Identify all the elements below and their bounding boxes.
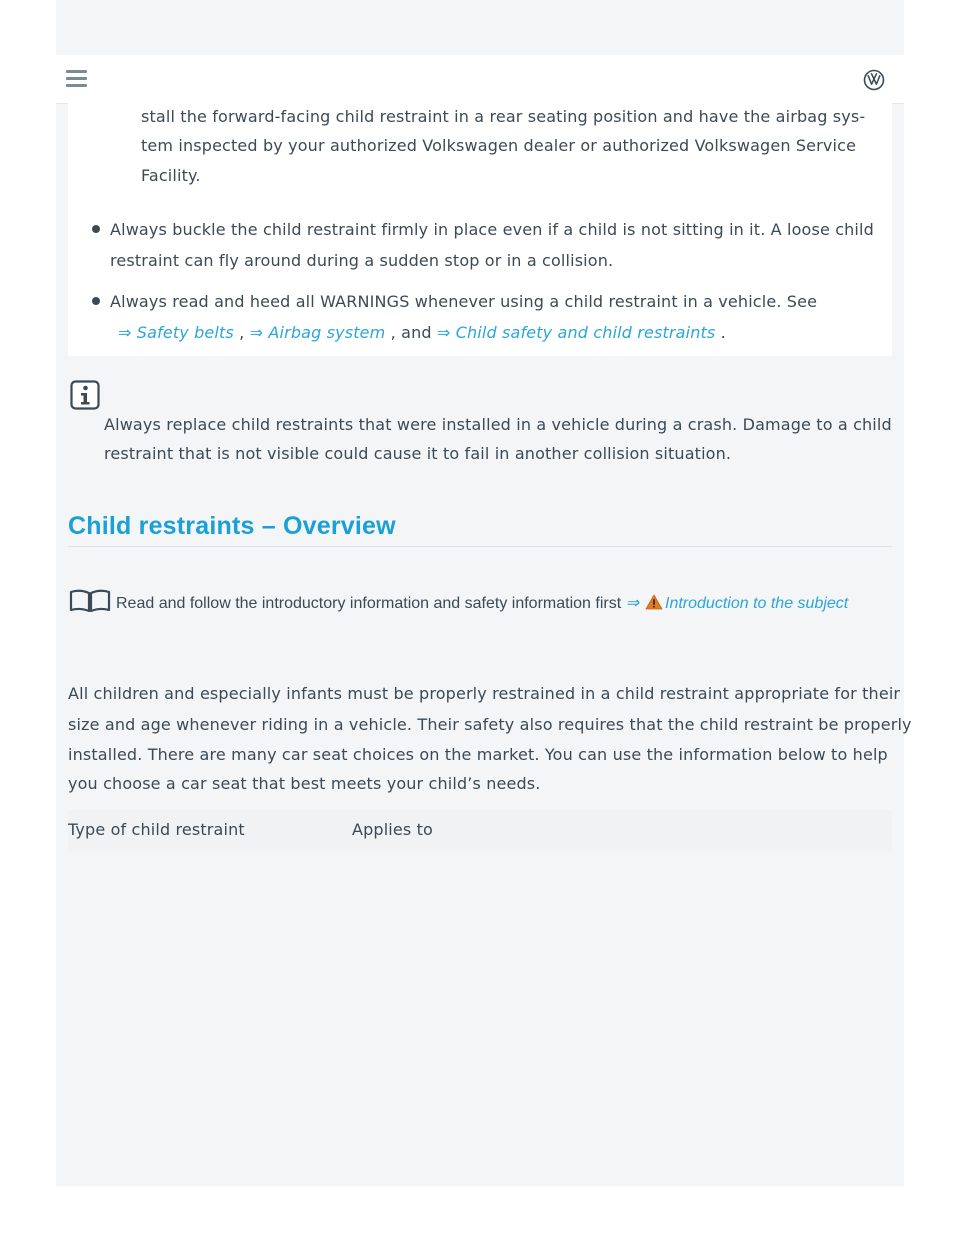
- vw-logo-icon[interactable]: [863, 69, 885, 91]
- link-child-safety[interactable]: ⇒ Child safety and child restraints: [436, 323, 716, 342]
- warning-bullet-text: restraint can fly around during a sudden stop or in a collision.: [110, 251, 614, 270]
- warning-bullet-links-line: [118, 317, 726, 348]
- link-introduction-to-the-subject[interactable]: Introduction to the subject: [665, 595, 849, 612]
- warning-triangle-icon: [645, 594, 663, 610]
- intro-text: Read and follow the introductory information and safety information first: [116, 595, 622, 612]
- warning-continuation-line: stall the forward-facing child restraint in a rear seating position and have the airbag sys-: [141, 107, 866, 126]
- table-header-applies-to: Applies to: [352, 820, 433, 839]
- link-airbag-system[interactable]: ⇒ Airbag system: [249, 323, 386, 342]
- body-paragraph-line: installed. There are many car seat choices on the market. You can use the information below to help: [68, 745, 888, 764]
- warning-bullet-text: Always read and heed all WARNINGS whenever using a child restraint in a vehicle. See: [110, 292, 818, 311]
- table-header-type: Type of child restraint: [68, 820, 245, 839]
- top-bar: [56, 55, 904, 104]
- separator-text: , and: [385, 323, 437, 342]
- body-paragraph-line: All children and especially infants must be properly restrained in a child restraint appropriate for their: [68, 684, 901, 703]
- note-text: restraint that is not visible could cause it to fail in another collision situation.: [104, 444, 732, 463]
- bullet-icon: [92, 297, 100, 305]
- table-header: [68, 810, 892, 852]
- warning-continuation-line: tem inspected by your authorized Volkswagen dealer or authorized Volkswagen Service: [141, 136, 857, 155]
- hamburger-menu-icon[interactable]: [66, 70, 87, 87]
- warning-bullet-text: Always buckle the child restraint firmly in place even if a child is not sitting in it. A loose child: [110, 220, 874, 239]
- section-title: Child restraints – Overview: [68, 512, 396, 540]
- end-punctuation: .: [715, 323, 726, 342]
- body-paragraph-line: you choose a car seat that best meets your child’s needs.: [68, 774, 541, 793]
- info-note-icon: [70, 380, 100, 410]
- book-icon: [68, 589, 112, 613]
- bullet-icon: [92, 225, 100, 233]
- link-safety-belts[interactable]: ⇒ Safety belts: [118, 323, 234, 342]
- intro-arrow[interactable]: ⇒: [625, 595, 640, 612]
- note-text: Always replace child restraints that were installed in a vehicle during a crash. Damage to a child: [104, 415, 892, 434]
- body-paragraph-line: size and age whenever riding in a vehicle. Their safety also requires that the child restraint be properly: [68, 715, 912, 734]
- separator-text: ,: [233, 323, 250, 342]
- warning-continuation-line: Facility.: [141, 166, 201, 185]
- intro-line: [68, 589, 888, 618]
- title-divider: [68, 546, 892, 547]
